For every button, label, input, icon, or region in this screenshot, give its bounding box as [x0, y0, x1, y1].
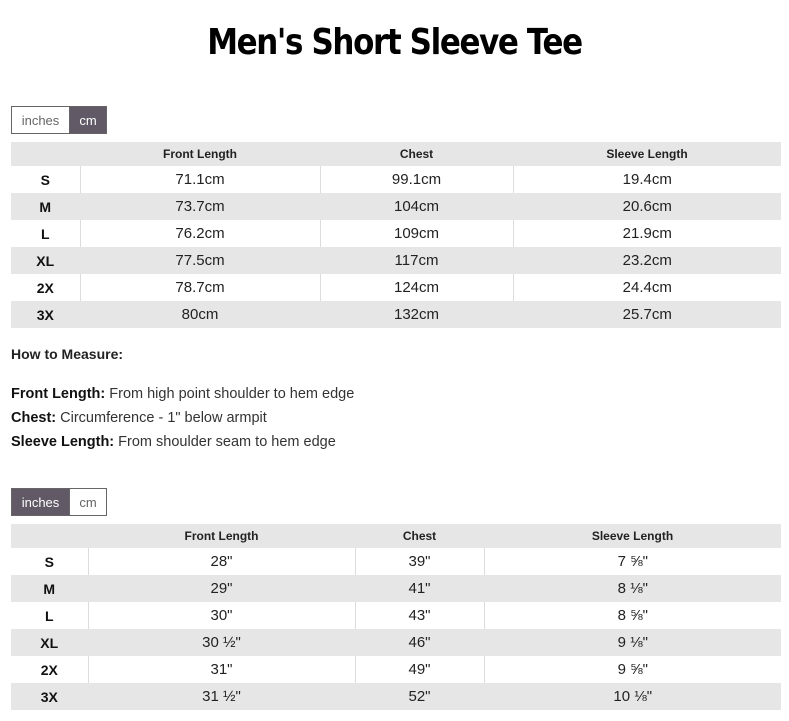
measure-label: Front Length:: [11, 386, 106, 402]
unit-toggle-inches-section: [11, 488, 107, 516]
table-header-row: [11, 524, 781, 548]
front-length-value: 29": [88, 575, 355, 602]
size-label: S: [11, 166, 80, 193]
table-row: [11, 247, 781, 274]
size-label: L: [11, 220, 80, 247]
table-row: [11, 629, 781, 656]
sleeve-length-value: 8 ⅛": [484, 575, 781, 602]
sleeve-length-value: 7 ⅝": [484, 548, 781, 575]
front-length-value: 78.7cm: [80, 274, 320, 301]
sleeve-length-value: 9 ⅝": [484, 656, 781, 683]
size-label: 3X: [11, 683, 88, 710]
table-row: [11, 166, 781, 193]
column-header-sleeve-length: Sleeve Length: [513, 142, 781, 166]
size-label: M: [11, 575, 88, 602]
measure-label: Chest:: [11, 410, 57, 426]
sleeve-length-value: 19.4cm: [513, 166, 781, 193]
column-header-size: [11, 142, 80, 166]
table-row: [11, 656, 781, 683]
table-row: [11, 193, 781, 220]
table-header-row: [11, 142, 781, 166]
sleeve-length-value: 10 ⅛": [484, 683, 781, 710]
size-table-inches: [11, 524, 781, 710]
chest-value: 132cm: [320, 301, 513, 328]
column-header-chest: Chest: [320, 142, 513, 166]
measure-front-length: [11, 386, 354, 402]
size-label: 2X: [11, 656, 88, 683]
size-label: M: [11, 193, 80, 220]
front-length-value: 30 ½": [88, 629, 355, 656]
chest-value: 43": [355, 602, 484, 629]
table-row: [11, 575, 781, 602]
column-header-front-length: Front Length: [88, 524, 355, 548]
size-label: XL: [11, 247, 80, 274]
column-header-front-length: Front Length: [80, 142, 320, 166]
sleeve-length-value: 24.4cm: [513, 274, 781, 301]
size-label: 3X: [11, 301, 80, 328]
table-row: [11, 602, 781, 629]
size-label: L: [11, 602, 88, 629]
chest-value: 99.1cm: [320, 166, 513, 193]
measure-chest: [11, 410, 267, 426]
chest-value: 49": [355, 656, 484, 683]
sleeve-length-value: 20.6cm: [513, 193, 781, 220]
chest-value: 39": [355, 548, 484, 575]
sleeve-length-value: 21.9cm: [513, 220, 781, 247]
sleeve-length-value: 23.2cm: [513, 247, 781, 274]
measure-text: From shoulder seam to hem edge: [118, 434, 336, 450]
table-row: [11, 683, 781, 710]
inches-option[interactable]: inches: [12, 107, 70, 133]
measure-sleeve-length: [11, 434, 336, 450]
size-table-cm: [11, 142, 781, 328]
sleeve-length-value: 25.7cm: [513, 301, 781, 328]
front-length-value: 30": [88, 602, 355, 629]
front-length-value: 77.5cm: [80, 247, 320, 274]
cm-option[interactable]: cm: [70, 489, 106, 515]
chest-value: 109cm: [320, 220, 513, 247]
chest-value: 41": [355, 575, 484, 602]
cm-option[interactable]: cm: [70, 107, 106, 133]
column-header-size: [11, 524, 88, 548]
table-row: [11, 301, 781, 328]
sleeve-length-value: 9 ⅛": [484, 629, 781, 656]
front-length-value: 73.7cm: [80, 193, 320, 220]
front-length-value: 80cm: [80, 301, 320, 328]
chest-value: 117cm: [320, 247, 513, 274]
front-length-value: 31": [88, 656, 355, 683]
front-length-value: 76.2cm: [80, 220, 320, 247]
inches-option[interactable]: inches: [12, 489, 70, 515]
size-label: S: [11, 548, 88, 575]
size-label: 2X: [11, 274, 80, 301]
front-length-value: 71.1cm: [80, 166, 320, 193]
front-length-value: 28": [88, 548, 355, 575]
measure-text: Circumference - 1" below armpit: [60, 410, 267, 426]
chest-value: 124cm: [320, 274, 513, 301]
chest-value: 104cm: [320, 193, 513, 220]
table-row: [11, 274, 781, 301]
column-header-chest: Chest: [355, 524, 484, 548]
unit-toggle-cm-section: [11, 106, 107, 134]
measure-text: From high point shoulder to hem edge: [109, 386, 355, 402]
chest-value: 52": [355, 683, 484, 710]
size-label: XL: [11, 629, 88, 656]
page-title: Men's Short Sleeve Tee: [207, 22, 582, 63]
chest-value: 46": [355, 629, 484, 656]
column-header-sleeve-length: Sleeve Length: [484, 524, 781, 548]
how-to-measure-heading: How to Measure:: [11, 346, 124, 362]
front-length-value: 31 ½": [88, 683, 355, 710]
table-row: [11, 548, 781, 575]
measure-label: Sleeve Length:: [11, 434, 115, 450]
sleeve-length-value: 8 ⅝": [484, 602, 781, 629]
table-row: [11, 220, 781, 247]
